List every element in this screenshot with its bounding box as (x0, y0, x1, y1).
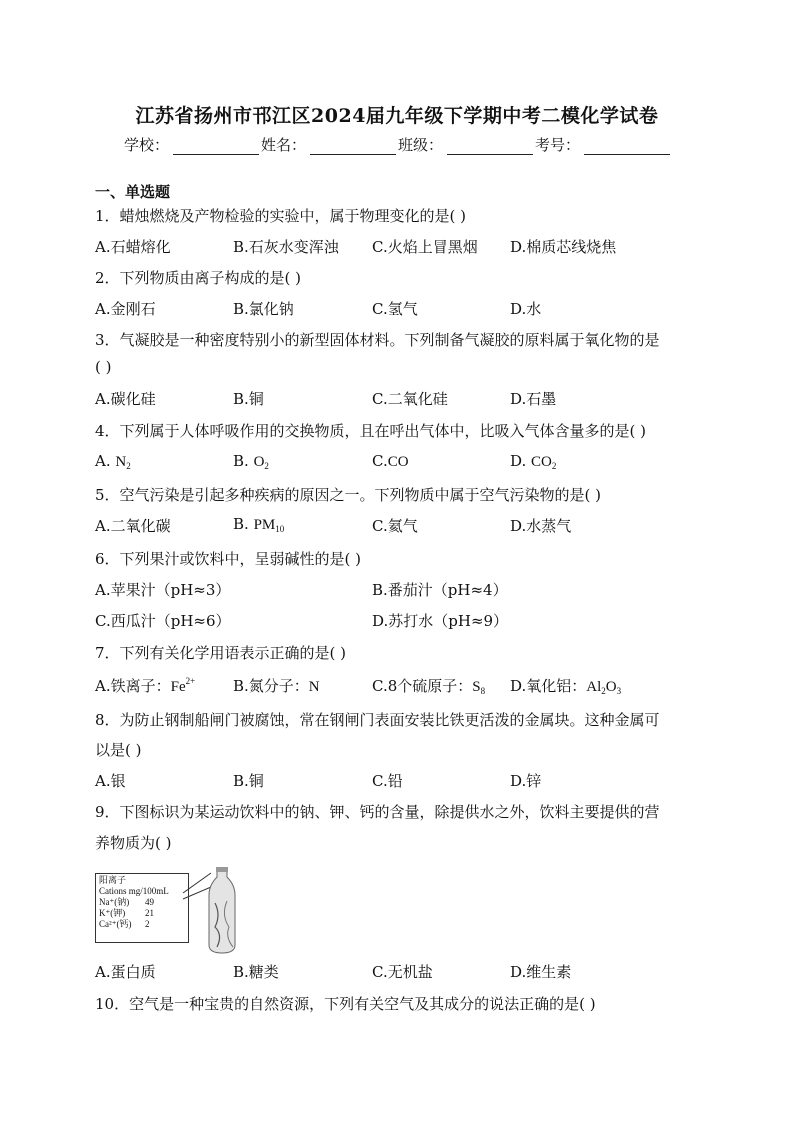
cation-table-header: Cations mg/100mL (99, 886, 169, 896)
q7-a-label: A.铁离子： (95, 677, 171, 695)
q1-option-c[interactable]: C.火焰上冒黑烟 (372, 238, 478, 256)
q7-d-label: D.氧化铝： (510, 677, 587, 695)
q7-option-d[interactable] (510, 675, 621, 696)
question-2-stem: 2．下列物质由离子构成的是( ) (95, 269, 302, 287)
q8-option-d[interactable]: D.锌 (510, 772, 542, 790)
question-4-stem: 4．下列属于人体呼吸作用的交换物质，且在呼出气体中，比吸入气体含量多的是( ) (95, 422, 647, 440)
name-blank[interactable] (310, 136, 396, 155)
question-9-stem-cont: 养物质为( ) (95, 834, 172, 852)
class-label: 班级： (398, 136, 444, 154)
q7-d-formula-text: Al (586, 679, 602, 695)
q5-option-b[interactable] (233, 515, 284, 534)
q4-d-formula: $CO_2$ (531, 454, 557, 471)
q7-d-formula: $Al_2O_3$ (586, 679, 622, 696)
q5-option-a[interactable]: A.二氧化碳 (95, 517, 171, 535)
q8-option-b[interactable]: B.铜 (233, 772, 264, 790)
cation-k-value: 21 (145, 908, 154, 918)
question-1-stem: 1．蜡烛燃烧及产物检验的实验中，属于物理变化的是( ) (95, 207, 467, 225)
school-blank[interactable] (173, 136, 259, 155)
q6-option-d[interactable]: D.苏打水（pH≈9） (372, 612, 509, 630)
q4-a-label: A. (95, 452, 111, 470)
q4-b-formula-text: O (253, 454, 265, 470)
q4-option-d[interactable] (510, 452, 556, 471)
q6-option-b[interactable]: B.番茄汁（pH≈4） (372, 581, 508, 599)
bottle-illustration (95, 867, 255, 957)
question-8-stem-cont: 以是( ) (95, 741, 142, 759)
q3-option-a[interactable]: A.碳化硅 (95, 390, 156, 408)
q1-option-d[interactable]: D.棉质芯线烧焦 (510, 238, 617, 256)
q5-option-c[interactable]: C.氦气 (372, 517, 418, 535)
q3-option-d[interactable]: D.石墨 (510, 390, 557, 408)
student-info-row (124, 134, 684, 155)
cation-ca-value: 2 (145, 919, 150, 929)
q4-option-c[interactable] (372, 452, 409, 471)
question-6-stem: 6．下列果汁或饮料中，呈弱碱性的是( ) (95, 550, 362, 568)
q7-option-b[interactable] (233, 675, 320, 696)
exam-title: 江苏省扬州市邗江区2024届九年级下学期中考二模化学试卷 (135, 105, 659, 127)
q8-option-a[interactable]: A.银 (95, 772, 126, 790)
q9-option-c[interactable]: C.无机盐 (372, 963, 433, 981)
question-3-stem-cont: ( ) (95, 358, 112, 376)
q4-c-label: C. (372, 452, 388, 470)
q5-b-formula: $PM_{10}$ (253, 517, 285, 534)
q4-option-b[interactable] (233, 452, 269, 471)
q5-b-label: B. (233, 515, 249, 533)
q7-c-formula: $S_8$ (472, 679, 486, 696)
exam-no-label: 考号： (535, 136, 581, 154)
question-3-stem: 3．气凝胶是一种密度特别小的新型固体材料。下列制备气凝胶的原料属于氧化物的是 (95, 331, 660, 349)
q2-option-b[interactable]: B.氯化钠 (233, 300, 294, 318)
q4-option-a[interactable] (95, 452, 131, 471)
cation-k-name: K⁺(钾) (99, 908, 126, 918)
q4-d-label: D. (510, 452, 527, 470)
q1-option-a[interactable]: A.石蜡熔化 (95, 238, 171, 256)
q7-b-formula: N (308, 679, 320, 695)
q3-option-c[interactable]: C.二氧化硅 (372, 390, 448, 408)
q7-option-a[interactable] (95, 675, 195, 696)
school-label: 学校： (124, 136, 170, 154)
name-label: 姓名： (261, 136, 307, 154)
cation-table-title: 阳离子 (99, 875, 127, 885)
q8-option-c[interactable]: C.铅 (372, 772, 403, 790)
class-blank[interactable] (447, 136, 533, 155)
cation-ca-name: Ca²⁺(钙) (99, 919, 132, 929)
q4-b-formula: $O_2$ (253, 454, 269, 471)
cation-na-name: Na⁺(钠) (99, 897, 130, 907)
q5-b-formula-text: PM (253, 517, 276, 533)
section-heading: 一、单选题 (95, 183, 171, 201)
q2-option-c[interactable]: C.氢气 (372, 300, 418, 318)
q9-option-b[interactable]: B.糖类 (233, 963, 279, 981)
question-8-stem: 8．为防止钢制船闸门被腐蚀，常在钢闸门表面安装比铁更活泼的金属块。这种金属可 (95, 711, 660, 729)
q5-option-d[interactable]: D.水蒸气 (510, 517, 572, 535)
question-10-stem: 10．空气是一种宝贵的自然资源，下列有关空气及其成分的说法正确的是( ) (95, 995, 596, 1013)
q4-a-formula-text: N (115, 454, 127, 470)
q9-option-a[interactable]: A.蛋白质 (95, 963, 156, 981)
q4-b-label: B. (233, 452, 249, 470)
q2-option-a[interactable]: A.金刚石 (95, 300, 156, 318)
cation-na-value: 49 (145, 897, 154, 907)
q4-c-formula: CO (387, 454, 409, 470)
q4-a-formula: $N_2$ (115, 454, 131, 471)
q7-b-label: B.氮分子： (233, 677, 309, 695)
exam-no-blank[interactable] (584, 136, 670, 155)
q7-a-formula-text: Fe (170, 679, 186, 695)
q6-option-a[interactable]: A.苹果汁（pH≈3） (95, 581, 231, 599)
q7-c-formula-text: S (472, 679, 481, 695)
q3-option-b[interactable]: B.铜 (233, 390, 264, 408)
q4-d-formula-text: CO (531, 454, 552, 470)
question-5-stem: 5．空气污染是引起多种疾病的原因之一。下列物质中属于空气污染物的是( ) (95, 486, 602, 504)
q9-option-d[interactable]: D.维生素 (510, 963, 572, 981)
question-9-stem: 9．下图标识为某运动饮料中的钠、钾、钙的含量，除提供水之外，饮料主要提供的营 (95, 803, 660, 821)
question-7-stem: 7．下列有关化学用语表示正确的是( ) (95, 644, 347, 662)
q7-a-formula: $Fe^{2+}$ (170, 676, 196, 695)
q7-c-label: C.8个硫原子： (372, 677, 473, 695)
q7-option-c[interactable] (372, 675, 485, 696)
q1-option-b[interactable]: B.石灰水变浑浊 (233, 238, 339, 256)
nutrition-label-figure (95, 867, 255, 957)
q2-option-d[interactable]: D.水 (510, 300, 542, 318)
q6-option-c[interactable]: C.西瓜汁（pH≈6） (95, 612, 231, 630)
